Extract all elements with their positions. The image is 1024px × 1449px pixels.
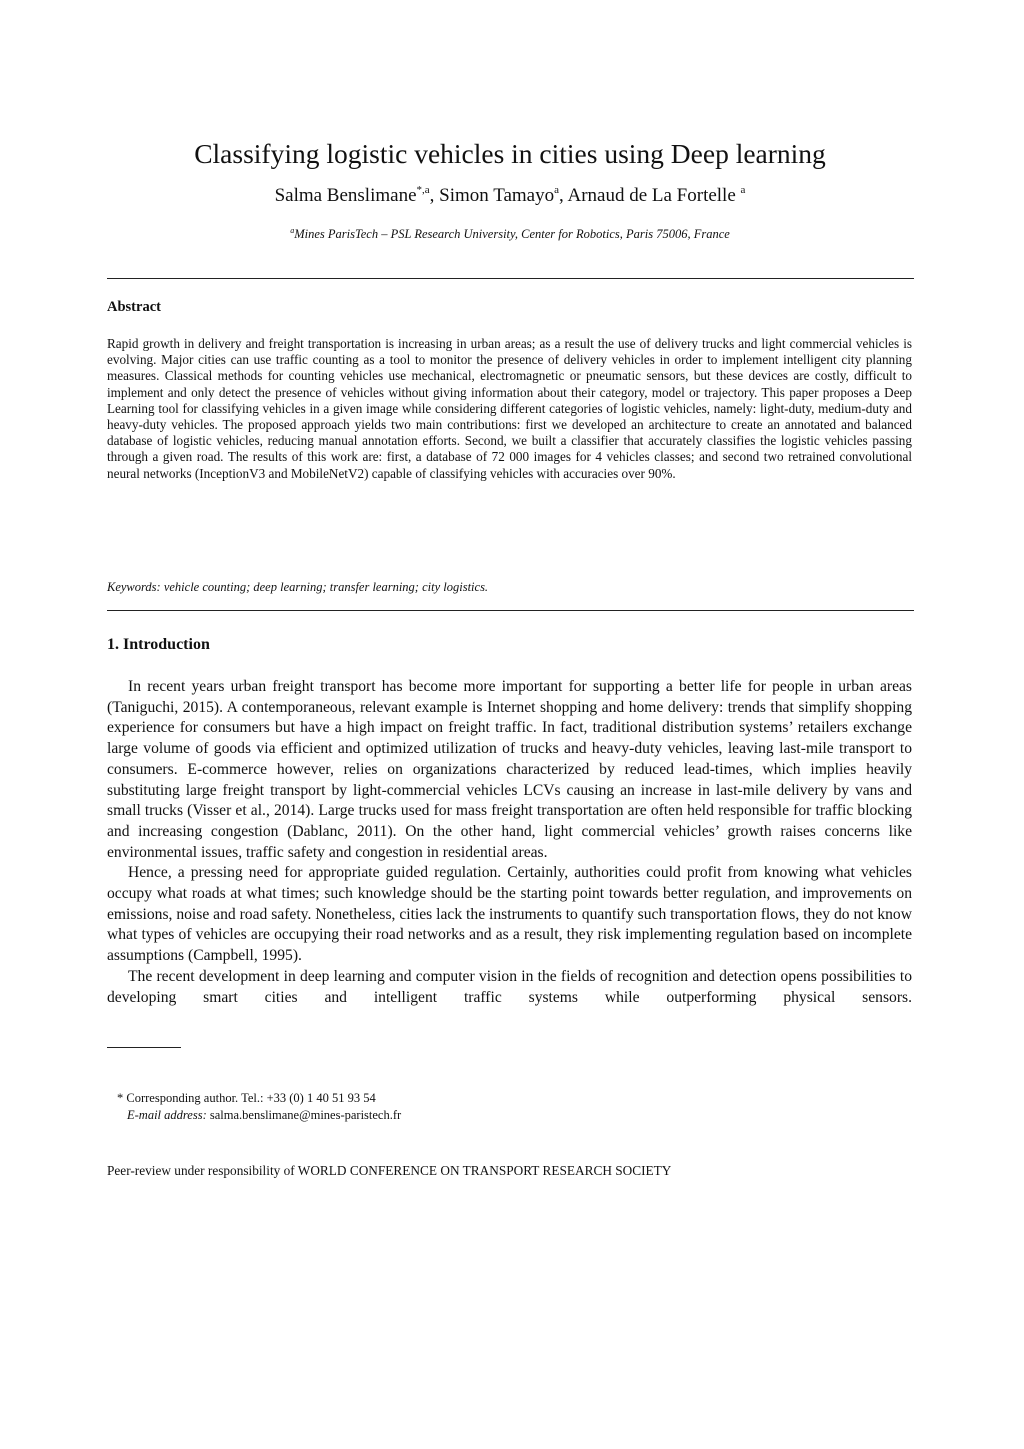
divider-keywords: [107, 610, 914, 611]
abstract-text: Rapid growth in delivery and freight transportation is increasing in urban areas; as a result the use of delivery trucks and light commercial vehicles is evolving. Major cities can use traffic counting as a tool to monitor the presence of delivery vehicles in order to implement intelligent city planning measures. Classical methods for counting vehicles use mechanical, electromagnetic or pneumatic sensors, but these devices are costly, difficult to implement and only detect the presence of vehicles without giving information about their category, model or trajectory. This paper proposes a Deep Learning tool for classifying vehicles in a given image while considering different categories of logistic vehicles, namely: light-duty, medium-duty and heavy-duty vehicles. The proposed approach yields two main contributions: first we developed an architecture to create an annotated and balanced database of logistic vehicles, reducing manual annotation efforts. Second, we built a classifier that accurately classifies the logistic vehicles passing through a given road. The results of this work are: first, a database of 72 000 images for 4 vehicles classes; and second two retrained convolutional neural networks (InceptionV3 and MobileNetV2) capable of classifying vehicles with accuracies over 90%.: [107, 336, 912, 481]
author-name: Arnaud de La Fortelle: [567, 185, 736, 206]
paragraph: Hence, a pressing need for appropriate guided regulation. Certainly, authorities could profit from knowing what vehicles occupy what roads at what times; such knowledge should be the starting point towards better regulation, and improvements on emissions, noise and road safety. Nonetheless, cities lack the instruments to quantify such transportation flows, they do not know what types of vehicles are occupying their road networks and as a result, they risk implementing regulation based on incomplete assumptions (Campbell, 1995).: [107, 864, 912, 965]
paragraph: In recent years urban freight transport has become more important for supporting a better life for people in urban areas (Taniguchi, 2015). A contemporaneous, relevant example is Internet shopping and home delivery: trends that simplify shopping experience for consumers but have a high impact on freight traffic. In fact, traditional distribution systems’ retailers exchange large volume of goods via efficient and optimized utilization of trucks and heavy-duty vehicles, leaving last-mile transport to consumers. E-commerce however, relies on organizations characterized by reduced lead-times, which implies heavily substituting large freight transport by light-commercial vehicles LCVs causing an increase in last-mile delivery by vans and small trucks (Visser et al., 2014). Large trucks used for mass freight transportation are often held responsible for traffic blocking and increasing congestion (Dablanc, 2011). On the other hand, light commercial vehicles’ growth raises concerns like environmental issues, traffic safety and congestion in residential areas.: [107, 678, 912, 861]
abstract-heading: Abstract: [107, 299, 161, 315]
author-list: Salma Benslimane$^{*,a}$, Simon Tamayo$^a$, Arnaud de La Fortelle $^a$: [274, 184, 746, 206]
author-name: Simon Tamayo: [439, 185, 555, 206]
affiliation-marker: a: [290, 226, 295, 235]
section-heading-introduction: 1. Introduction: [107, 636, 210, 653]
author-marker: *,a: [416, 184, 430, 196]
divider-top: [107, 278, 914, 279]
peer-review-note: Peer-review under responsibility of WORLD CONFERENCE ON TRANSPORT RESEARCH SOCIETY: [107, 1163, 672, 1178]
paragraph: The recent development in deep learning and computer vision in the fields of recognition and detection opens possibilities to developing smart cities and intelligent traffic systems while outperforming physical sensors.: [107, 967, 912, 1006]
author-marker: a: [740, 184, 746, 196]
footnote: [117, 1090, 401, 1124]
author-name: Salma Benslimane: [274, 185, 417, 206]
paper-title: Classifying logistic vehicles in cities using Deep learning: [194, 138, 826, 169]
email-label: E-mail address:: [127, 1108, 207, 1122]
affiliation-text: Mines ParisTech – PSL Research University, Center for Robotics, Paris 75006, France: [294, 227, 730, 241]
footnote-marker: *: [117, 1091, 127, 1105]
introduction-body: [107, 677, 912, 1008]
footnote-corresponding: Corresponding author. Tel.: +33 (0) 1 40 51 93 54: [126, 1091, 376, 1105]
author-marker: a: [554, 184, 560, 196]
footnote-rule: [107, 1047, 181, 1048]
affiliation: [107, 225, 913, 243]
email-address[interactable]: salma.benslimane@mines-paristech.fr: [209, 1108, 402, 1122]
keywords: Keywords: vehicle counting; deep learning; transfer learning; city logistics.: [107, 580, 489, 594]
